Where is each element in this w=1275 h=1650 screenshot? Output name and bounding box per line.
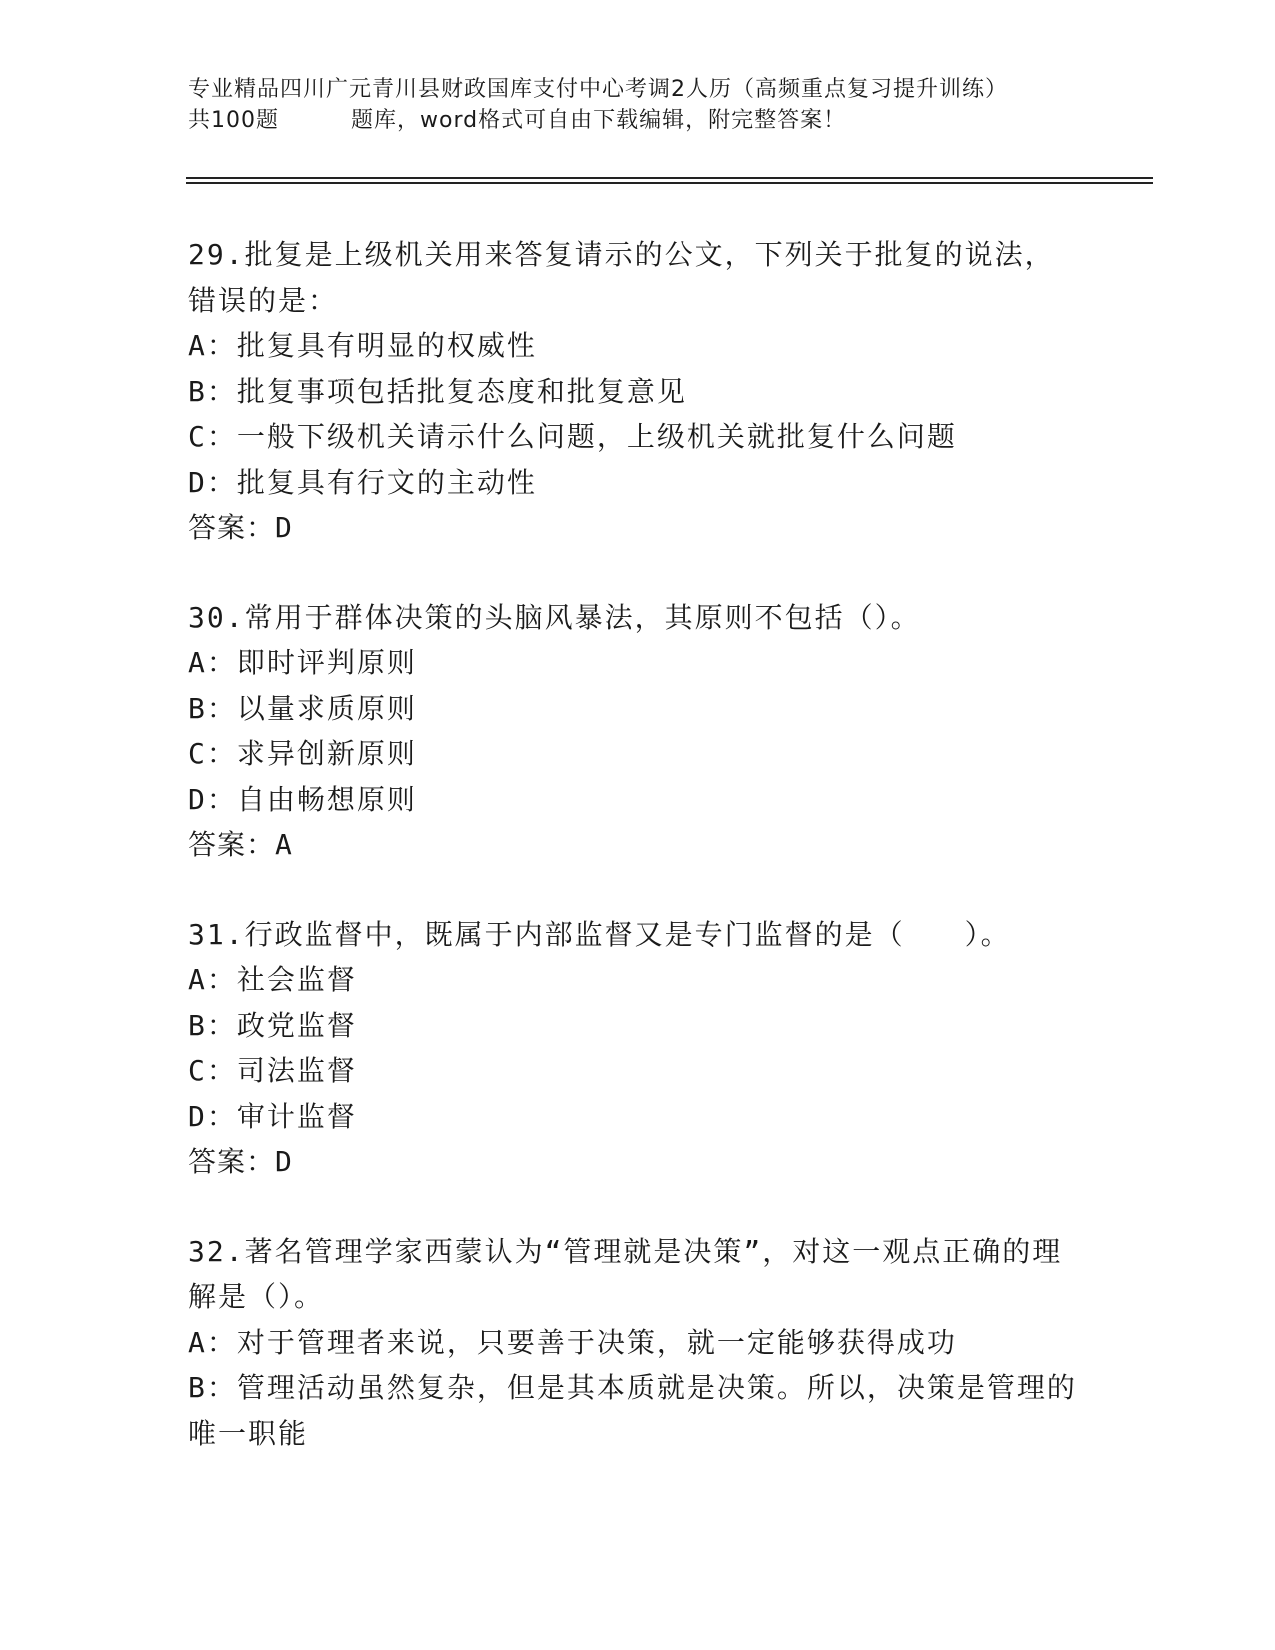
- option-b: B：以量求质原则: [188, 691, 417, 725]
- option-c: C：司法监督: [188, 1054, 357, 1087]
- question-29: [188, 232, 1078, 551]
- option-a: A：社会监督: [188, 963, 357, 996]
- answer-line: [188, 505, 1078, 551]
- header-divider-top: [186, 177, 1153, 179]
- option-d: D：批复具有行文的主动性: [188, 465, 537, 499]
- question-stem: 30.常用于群体决策的头脑风暴法，其原则不包括（）。: [188, 600, 921, 634]
- header-divider-bottom: [186, 182, 1153, 184]
- question-stem: 32.著名管理学家西蒙认为“管理就是决策”，对这一观点正确的理解是（）。: [188, 1234, 1063, 1313]
- answer-value: A: [275, 828, 293, 861]
- header-title-line: 专业精品四川广元青川县财政国库支付中心考调2人历（高频重点复习提升训练）: [188, 77, 1008, 102]
- answer-line: [188, 1139, 1078, 1185]
- question-32: [188, 1229, 1078, 1457]
- option-b: B：政党监督: [188, 1008, 357, 1042]
- option-d: D：审计监督: [188, 1099, 357, 1133]
- answer-value: D: [275, 511, 293, 544]
- option-d: D：自由畅想原则: [188, 782, 417, 816]
- header-subtitle-line: [188, 105, 1088, 136]
- option-a: A：对于管理者来说，只要善于决策，就一定能够获得成功: [188, 1325, 957, 1359]
- answer-label: 答案：: [188, 511, 276, 544]
- question-stem: 31.行政监督中，既属于内部监督又是专门监督的是（ ）。: [188, 917, 1011, 951]
- option-b: B：管理活动虽然复杂，但是其本质就是决策。所以，决策是管理的唯一职能: [188, 1371, 1077, 1450]
- option-c: C：求异创新原则: [188, 737, 417, 770]
- header-description: 题库，word格式可自由下载编辑，附完整答案！: [351, 108, 847, 133]
- question-31: [188, 912, 1078, 1185]
- question-30: [188, 595, 1078, 868]
- option-c: C：一般下级机关请示什么问题，上级机关就批复什么问题: [188, 420, 957, 453]
- answer-value: D: [275, 1145, 293, 1178]
- question-list: [188, 232, 1078, 1500]
- option-b: B：批复事项包括批复态度和批复意见: [188, 374, 687, 408]
- option-a: A：即时评判原则: [188, 646, 417, 679]
- answer-line: [188, 822, 1078, 868]
- header-question-count: 共100题: [188, 108, 279, 133]
- question-stem: 29.批复是上级机关用来答复请示的公文，下列关于批复的说法，错误的是：: [188, 238, 1055, 317]
- answer-label: 答案：: [188, 1145, 276, 1178]
- option-a: A：批复具有明显的权威性: [188, 329, 537, 362]
- document-header: [188, 74, 1088, 136]
- answer-label: 答案：: [188, 828, 276, 861]
